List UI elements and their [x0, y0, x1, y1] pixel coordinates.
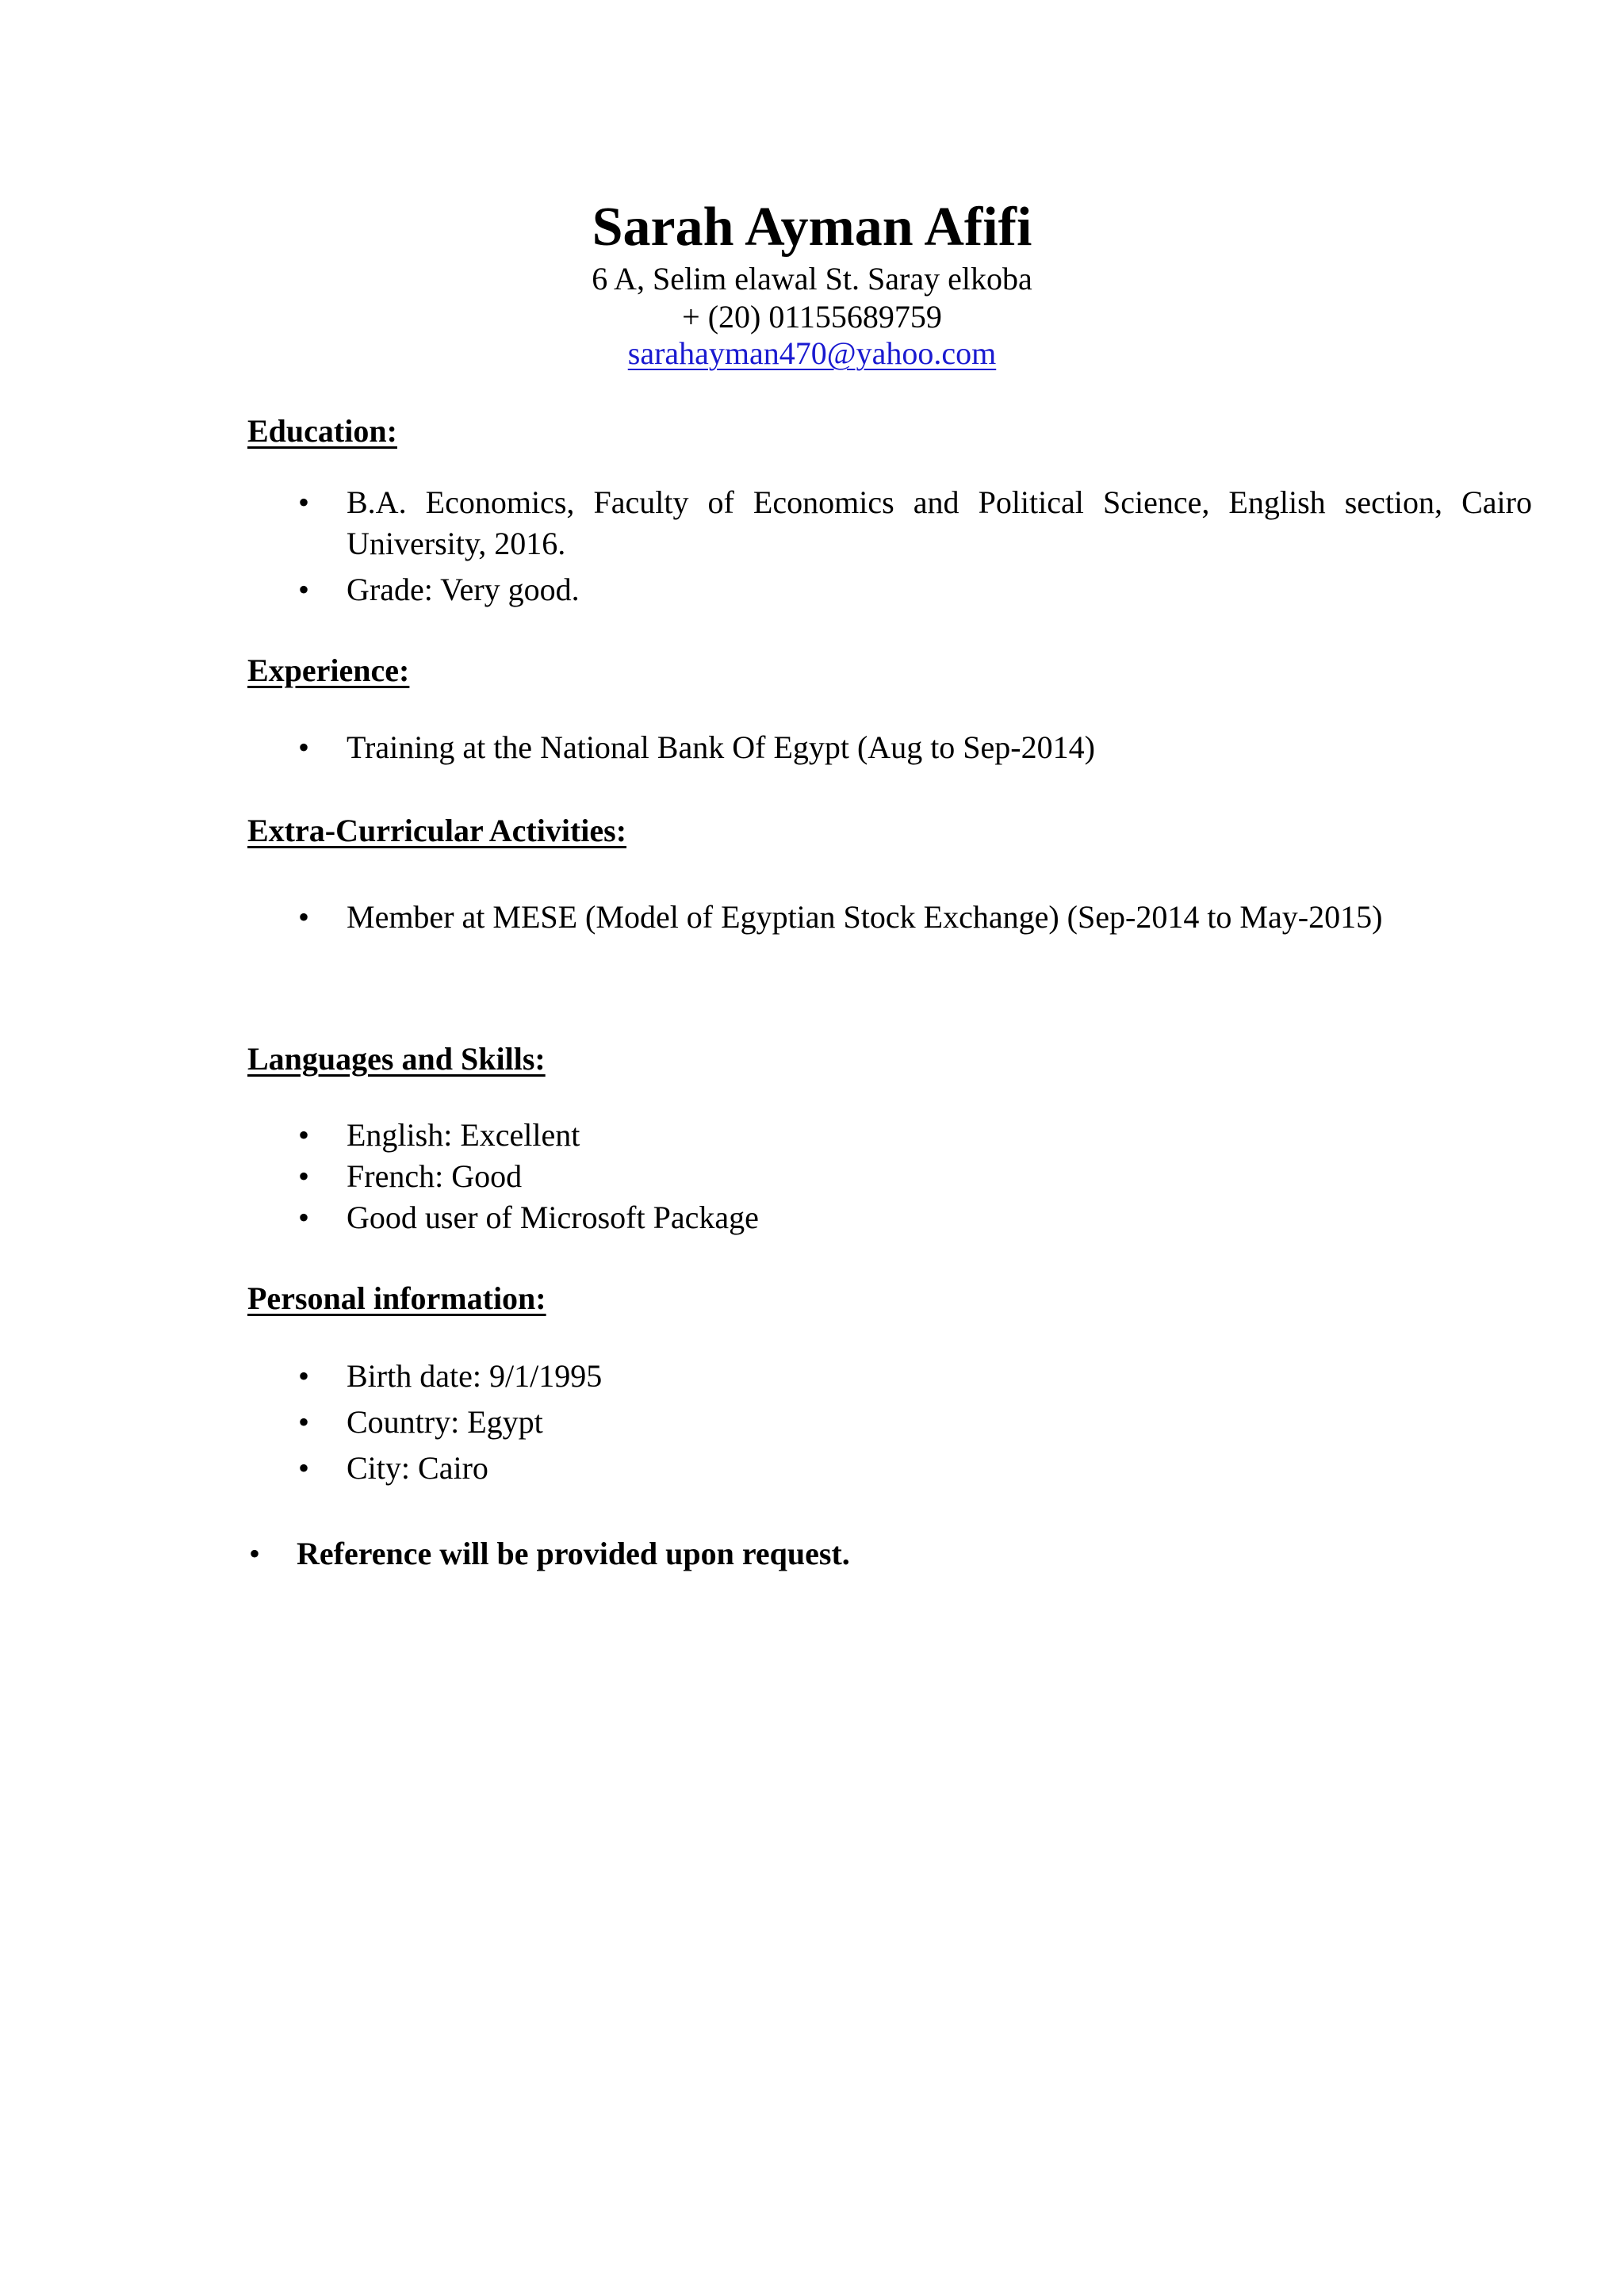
list-item: [247, 727, 1473, 768]
experience-list: [247, 727, 1473, 768]
list-item: [247, 897, 1473, 938]
reference-note: [247, 1533, 850, 1575]
bullet-icon: •: [298, 1117, 310, 1153]
list-item: [247, 1448, 1473, 1489]
personal-heading: Personal information:: [247, 1280, 546, 1316]
personal-list: [247, 1356, 1473, 1489]
bullet-icon: •: [298, 572, 310, 607]
bullet-icon: •: [298, 1404, 310, 1440]
bullet-icon: •: [298, 1450, 310, 1486]
bullet-icon: •: [249, 1536, 261, 1571]
experience-item: Training at the National Bank Of Egypt (Aug to Sep-2014): [347, 729, 1095, 765]
education-grade: Grade: Very good.: [347, 572, 580, 607]
experience-heading: Experience:: [247, 652, 410, 688]
education-degree: B.A. Economics, Faculty of Economics and Political Science, English section, Cairo University, 2016.: [347, 484, 1532, 561]
bullet-icon: •: [298, 899, 310, 935]
birth-date: Birth date: 9/1/1995: [347, 1358, 603, 1394]
list-item: [247, 1197, 1473, 1238]
city: City: Cairo: [347, 1450, 488, 1486]
activities-list: [247, 897, 1473, 938]
education-list: [247, 482, 1532, 610]
skill-microsoft: Good user of Microsoft Package: [347, 1200, 759, 1235]
activities-item: Member at MESE (Model of Egyptian Stock Exchange) (Sep-2014 to May-2015): [347, 899, 1383, 935]
bullet-icon: •: [298, 1358, 310, 1394]
languages-list: [247, 1115, 1473, 1238]
list-item: [247, 482, 1532, 564]
bullet-icon: •: [298, 1158, 310, 1194]
bullet-icon: •: [298, 729, 310, 765]
language-french: French: Good: [347, 1158, 523, 1194]
reference-text: Reference will be provided upon request.: [297, 1536, 850, 1571]
phone-line: + (20) 01155689759: [682, 299, 942, 335]
list-item: [247, 1115, 1473, 1156]
email-link[interactable]: sarahayman470@yahoo.com: [627, 335, 997, 371]
bullet-icon: •: [298, 484, 310, 520]
email-line: [0, 335, 1624, 373]
address-line: 6 A, Selim elawal St. Saray elkoba: [592, 261, 1032, 297]
list-item: [247, 1356, 1473, 1397]
list-item: [247, 1156, 1473, 1197]
education-heading: Education:: [247, 413, 397, 449]
activities-heading: Extra-Curricular Activities:: [247, 813, 627, 848]
list-item: [247, 1402, 1473, 1443]
bullet-icon: •: [298, 1200, 310, 1235]
list-item: [247, 569, 1473, 610]
resume-name: Sarah Ayman Afifi: [592, 197, 1032, 258]
languages-heading: Languages and Skills:: [247, 1041, 546, 1077]
country: Country: Egypt: [347, 1404, 543, 1440]
language-english: English: Excellent: [347, 1117, 580, 1153]
